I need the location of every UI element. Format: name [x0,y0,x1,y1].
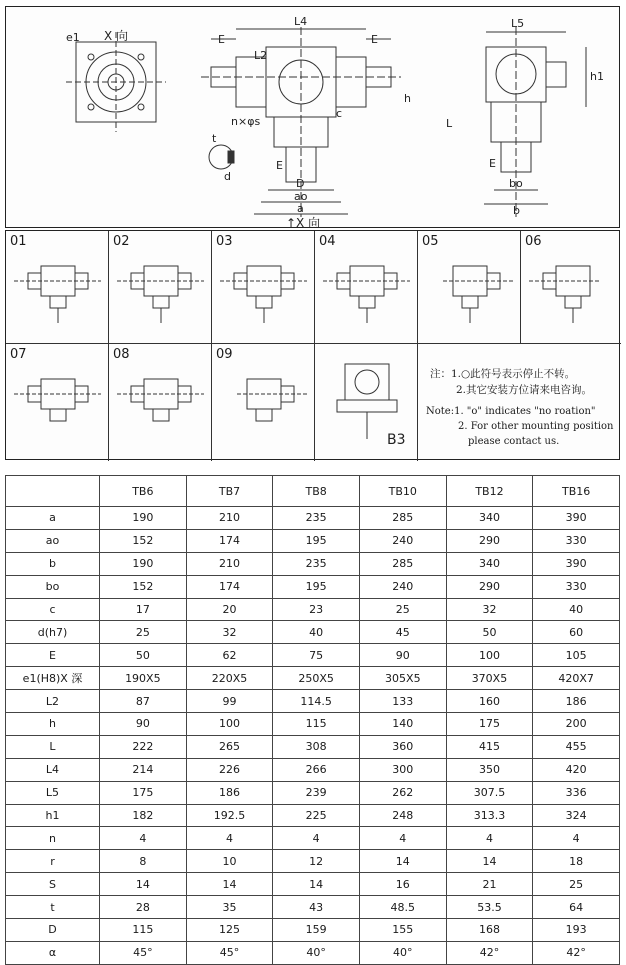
table-cell: 35 [186,896,273,919]
row-key: a [6,507,100,530]
table-cell: 4 [359,827,446,850]
table-cell: 210 [186,507,273,530]
table-cell: 43 [273,896,360,919]
table-cell: 12 [273,850,360,873]
dimension-drawing [5,6,620,228]
table-cell: 262 [359,781,446,804]
table-cell: 193 [533,919,620,942]
config-number: 07 [10,347,27,362]
table-cell: 330 [533,575,620,598]
table-row [6,621,620,644]
table-cell: 114.5 [273,690,360,713]
table-cell: 87 [100,690,187,713]
table-row [6,758,620,781]
config-number: 01 [10,234,27,249]
table-cell: 182 [100,804,187,827]
table-cell: 152 [100,529,187,552]
table-cell: 174 [186,529,273,552]
header-model: TB16 [533,476,620,507]
config-number: 06 [525,234,542,249]
config-cell-03 [212,231,315,344]
table-cell: 307.5 [446,781,533,804]
table-cell: 200 [533,713,620,736]
config-number: 04 [319,234,336,249]
table-cell: 420 [533,758,620,781]
label-ao: ao [294,190,308,203]
label-x-direction: X 向 [104,29,129,43]
note-en-line1: Note:1. "o" indicates "no roation" [426,406,596,417]
table-cell: 4 [446,827,533,850]
table-cell: 160 [446,690,533,713]
config-cell-06 [521,231,621,344]
table-row [6,804,620,827]
bolt-hole [88,104,94,110]
table-cell: 115 [273,713,360,736]
table-row [6,507,620,530]
row-key: D [6,919,100,942]
table-cell: 285 [359,507,446,530]
table-cell: 313.3 [446,804,533,827]
table-cell: 75 [273,644,360,667]
table-cell: 60 [533,621,620,644]
config-cell-08 [109,344,212,461]
table-cell: 18 [533,850,620,873]
table-cell: 324 [533,804,620,827]
table-cell: 285 [359,552,446,575]
dimension-table [5,475,620,965]
table-cell: 90 [100,713,187,736]
config-cell-07 [6,344,109,461]
table-cell: 159 [273,919,360,942]
table-cell: 45° [100,941,187,964]
header-model: TB10 [359,476,446,507]
table-cell: 330 [533,529,620,552]
table-row [6,850,620,873]
table-cell: 4 [533,827,620,850]
table-cell: 155 [359,919,446,942]
table-cell: 420X7 [533,667,620,690]
table-cell: 16 [359,873,446,896]
bolt-hole [138,54,144,60]
table-cell: 239 [273,781,360,804]
table-cell: 25 [359,598,446,621]
table-cell: 350 [446,758,533,781]
config-number: 03 [216,234,233,249]
table-cell: 340 [446,507,533,530]
table-cell: 175 [446,713,533,736]
table-cell: 32 [446,598,533,621]
table-cell: 370X5 [446,667,533,690]
table-cell: 235 [273,552,360,575]
table-cell: 195 [273,529,360,552]
table-cell: 266 [273,758,360,781]
bolt-hole [138,104,144,110]
row-key: L4 [6,758,100,781]
table-cell: 226 [186,758,273,781]
config-cell-02 [109,231,212,344]
row-key: t [6,896,100,919]
config-number: 09 [216,347,233,362]
label-h1: h1 [590,70,604,83]
table-row [6,552,620,575]
table-cell: 290 [446,529,533,552]
config-cell-05 [418,231,521,344]
row-key: α [6,941,100,964]
table-cell: 225 [273,804,360,827]
table-cell: 195 [273,575,360,598]
config-number: 08 [113,347,130,362]
table-cell: 50 [100,644,187,667]
table-cell: 64 [533,896,620,919]
label-L4: L4 [294,15,308,28]
table-cell: 300 [359,758,446,781]
table-cell: 4 [273,827,360,850]
table-cell: 10 [186,850,273,873]
table-cell: 50 [446,621,533,644]
table-cell: 105 [533,644,620,667]
table-cell: 32 [186,621,273,644]
side-shaft [546,62,566,87]
row-key: c [6,598,100,621]
config-cell-04 [315,231,418,344]
table-cell: 40° [273,941,360,964]
table-cell: 100 [186,713,273,736]
table-cell: 28 [100,896,187,919]
bolt-hole [88,54,94,60]
header-model: TB6 [100,476,187,507]
row-key: bo [6,575,100,598]
label-D: D [296,177,305,190]
config-cell-b3 [315,344,418,461]
label-x-direction-bottom: ↑X 向 [286,216,321,230]
table-cell: 235 [273,507,360,530]
table-cell: 40 [533,598,620,621]
config-cell-09 [212,344,315,461]
table-row [6,713,620,736]
label-b: b [513,204,520,217]
table-cell: 25 [100,621,187,644]
table-row [6,667,620,690]
table-cell: 174 [186,575,273,598]
table-cell: 133 [359,690,446,713]
row-key: E [6,644,100,667]
label-a: a [297,202,304,215]
row-key: b [6,552,100,575]
table-cell: 14 [100,873,187,896]
table-cell: 42° [533,941,620,964]
table-cell: 220X5 [186,667,273,690]
table-row [6,827,620,850]
note-cn-line1: 注：1.○此符号表示停止不转。 [430,368,576,380]
table-cell: 14 [446,850,533,873]
table-cell: 53.5 [446,896,533,919]
row-key: n [6,827,100,850]
header-corner [6,476,100,507]
gearbox-drawing-svg [6,7,621,229]
table-row [6,873,620,896]
table-cell: 42° [446,941,533,964]
table-cell: 186 [186,781,273,804]
table-cell: 45° [186,941,273,964]
label-d: d [224,170,231,183]
mounting-config-grid [5,230,620,460]
header-model: TB7 [186,476,273,507]
table-cell: 48.5 [359,896,446,919]
table-cell: 190 [100,507,187,530]
label-E-shaft-side: E [489,157,496,170]
table-cell: 8 [100,850,187,873]
table-cell: 190X5 [100,667,187,690]
table-cell: 100 [446,644,533,667]
table-cell: 168 [446,919,533,942]
table-row [6,575,620,598]
table-cell: 265 [186,735,273,758]
table-cell: 4 [186,827,273,850]
table-body [6,507,620,965]
label-E-shaft: E [276,159,283,172]
table-cell: 45 [359,621,446,644]
label-c: c [336,107,343,120]
table-cell: 360 [359,735,446,758]
table-cell: 23 [273,598,360,621]
table-cell: 14 [273,873,360,896]
label-E-right: E [371,33,378,46]
config-number: 02 [113,234,130,249]
table-header-row [6,476,620,507]
row-key: h [6,713,100,736]
row-key: r [6,850,100,873]
table-cell: 140 [359,713,446,736]
table-cell: 186 [533,690,620,713]
table-cell: 175 [100,781,187,804]
table-row [6,690,620,713]
right-housing [336,57,366,107]
table-cell: 17 [100,598,187,621]
row-key: L2 [6,690,100,713]
row-key: L5 [6,781,100,804]
label-t: t [212,132,217,145]
label-E-left: E [218,33,225,46]
table-cell: 20 [186,598,273,621]
dimension-table-container [5,475,620,965]
table-row [6,919,620,942]
table-cell: 40 [273,621,360,644]
table-cell: 390 [533,552,620,575]
row-key: L [6,735,100,758]
header-model: TB8 [273,476,360,507]
config-number: 05 [422,234,439,249]
table-cell: 40° [359,941,446,964]
header-model: TB12 [446,476,533,507]
table-cell: 222 [100,735,187,758]
table-cell: 248 [359,804,446,827]
table-cell: 14 [359,850,446,873]
table-cell: 240 [359,529,446,552]
note-cn-line2: 2.其它安装方位请来电咨询。 [456,384,593,396]
table-row [6,941,620,964]
left-housing [236,57,266,107]
table-cell: 210 [186,552,273,575]
note-en-line3: please contact us. [468,436,560,447]
label-L2: L2 [254,49,268,62]
table-cell: 21 [446,873,533,896]
table-row [6,598,620,621]
table-cell: 14 [186,873,273,896]
table-cell: 90 [359,644,446,667]
row-key: e1(H8)X 深 [6,667,100,690]
table-row [6,529,620,552]
table-cell: 62 [186,644,273,667]
label-L5: L5 [511,17,525,30]
table-cell: 336 [533,781,620,804]
side-output-shaft [501,142,531,172]
table-row [6,735,620,758]
table-row [6,644,620,667]
table-cell: 4 [100,827,187,850]
table-cell: 390 [533,507,620,530]
note-en-line2: 2. For other mounting position [458,421,614,432]
label-e1: e1 [66,31,80,44]
label-bo: bo [509,177,523,190]
row-key: h1 [6,804,100,827]
table-cell: 240 [359,575,446,598]
table-row [6,781,620,804]
b3-label: B3 [387,432,406,448]
row-key: S [6,873,100,896]
table-cell: 290 [446,575,533,598]
table-cell: 415 [446,735,533,758]
label-L: L [446,117,453,130]
table-cell: 250X5 [273,667,360,690]
label-h: h [404,92,411,105]
table-cell: 99 [186,690,273,713]
table-cell: 308 [273,735,360,758]
label-n-phi: n×φs [231,115,261,128]
table-cell: 214 [100,758,187,781]
row-key: d(h7) [6,621,100,644]
table-cell: 455 [533,735,620,758]
row-key: ao [6,529,100,552]
table-cell: 190 [100,552,187,575]
table-cell: 25 [533,873,620,896]
config-cell-01 [6,231,109,344]
table-cell: 340 [446,552,533,575]
table-cell: 152 [100,575,187,598]
table-cell: 125 [186,919,273,942]
table-cell: 192.5 [186,804,273,827]
mounting-note [418,344,621,461]
table-cell: 115 [100,919,187,942]
table-row [6,896,620,919]
table-cell: 305X5 [359,667,446,690]
